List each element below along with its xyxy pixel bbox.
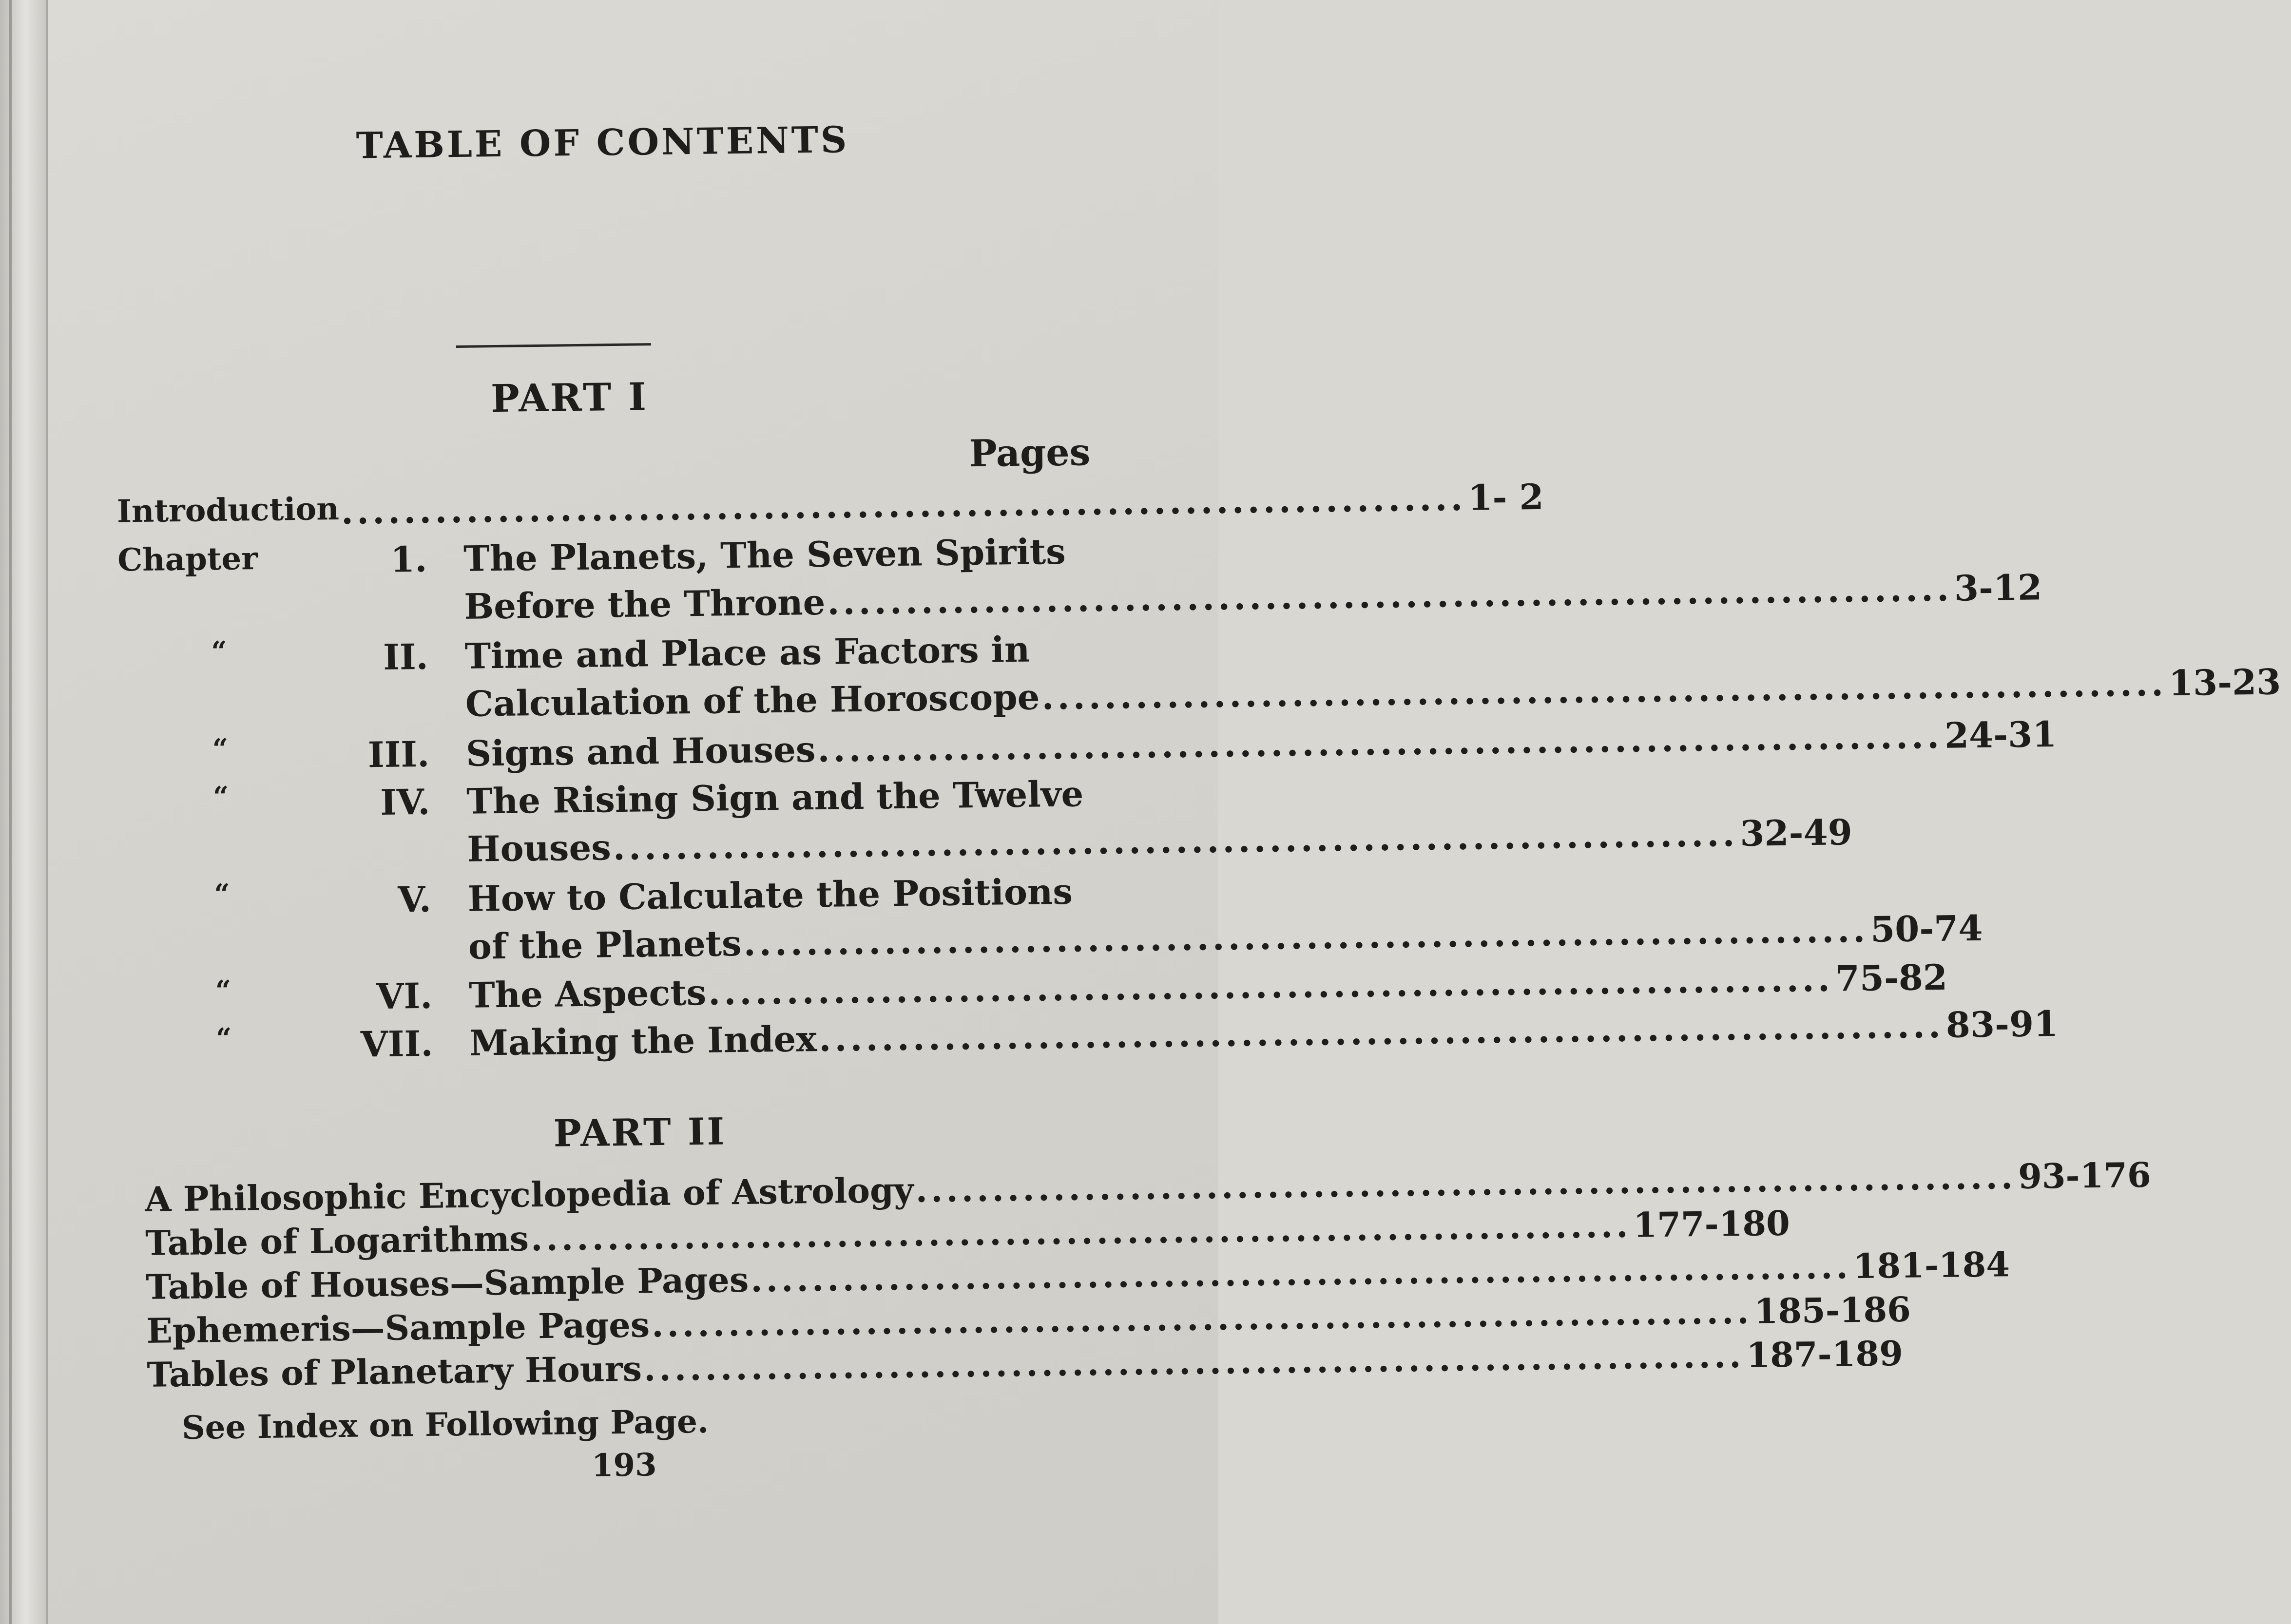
toc-entry (468, 956, 1948, 1016)
contents-sheet (112, 62, 2281, 1546)
page-number: 193 (591, 1447, 657, 1484)
entry-pages: 50-74 (1870, 907, 1983, 950)
pages-column-heading: Pages (969, 430, 1091, 476)
entry-pages: 75-82 (1835, 956, 1948, 999)
ditto-mark: “ (212, 780, 229, 813)
toc-entry (465, 713, 2057, 774)
dot-leader: ........................................................................ (818, 1004, 1944, 1060)
chapter-title-last: Houses (466, 826, 612, 870)
dot-leader: ........................................................................ (708, 957, 1834, 1013)
entry-pages: 3-12 (1954, 566, 2042, 609)
entry-pages: 93-176 (2018, 1154, 2152, 1197)
part2-heading: PART II (553, 1109, 727, 1155)
entry-pages: 24-31 (1944, 713, 2057, 756)
toc-entry (469, 1002, 2059, 1064)
dot-leader: ........................................................................ (915, 1156, 2017, 1210)
entry-pages: 1- 2 (1467, 476, 1544, 518)
chapter-title-last: of the Planets (468, 922, 742, 967)
dot-leader: ........................................................................ (743, 908, 1869, 964)
chapter-title-last: Signs and Houses (465, 728, 816, 774)
chapter-number: III. (367, 733, 430, 776)
entry-pages: 13-23 (2168, 661, 2281, 704)
chapter-number: VII. (360, 1022, 433, 1065)
introduction-label: Introduction (116, 490, 340, 530)
chapter-number: IV. (380, 781, 430, 823)
toc-row-chapter-5 (121, 871, 1077, 928)
entry-pages: 181-184 (1853, 1244, 2010, 1287)
chapter-title-line: The Rising Sign and the Twelve (466, 773, 1084, 822)
toc-entry (116, 476, 1544, 535)
chapter-label: Chapter (117, 540, 258, 579)
toc-entry (468, 907, 1983, 967)
dot-leader: ........................................................................ (827, 567, 1953, 623)
chapter-title-line: The Planets, The Seven Spirits (463, 530, 1066, 579)
dot-leader: ........................................................................ (817, 714, 1943, 770)
dot-leader: ........................................................................ (750, 1246, 1852, 1300)
page-title: TABLE OF CONTENTS (356, 119, 849, 167)
dot-leader: ........................................................................ (651, 1291, 1753, 1345)
toc-row-chapter-7 (123, 1002, 2059, 1072)
entry-title: Table of Logarithms (145, 1218, 529, 1263)
entry-pages: 83-91 (1945, 1002, 2059, 1046)
entry-pages: 32-49 (1739, 811, 1853, 854)
entry-title: Ephemeris—Sample Pages (146, 1304, 650, 1351)
entry-pages: 187-189 (1746, 1333, 1904, 1376)
dot-leader: ........................................................................ (530, 1204, 1632, 1259)
toc-row-chapter-1 (117, 531, 1073, 588)
dot-leader: ........................................................................ (643, 1335, 1745, 1389)
ditto-mark: “ (215, 974, 231, 1007)
ditto-mark: “ (211, 635, 228, 668)
toc-row-chapter-4 (120, 773, 1084, 831)
ditto-mark: “ (212, 732, 229, 765)
entry-title: Tables of Planetary Hours (147, 1348, 642, 1395)
title-rule (456, 343, 651, 348)
chapter-number: V. (397, 878, 432, 920)
entry-title: A Philosophic Encyclopedia of Astrology (144, 1169, 914, 1220)
chapter-number: II. (383, 635, 429, 678)
chapter-title-line: How to Calculate the Positions (467, 870, 1073, 919)
toc-row-chapter-1-cont (118, 566, 2042, 636)
toc-row-chapter-6 (123, 956, 1948, 1025)
chapter-title-line: Time and Place as Factors in (464, 628, 1030, 677)
dot-leader: ........................................................................ (613, 812, 1738, 868)
dot-leader: ........................................................................ (1041, 662, 2167, 718)
chapter-number: VI. (376, 974, 433, 1017)
chapter-number: 1. (390, 538, 427, 580)
toc-entry (463, 566, 2042, 627)
entry-pages: 185-186 (1754, 1289, 1911, 1332)
spine-edge (9, 0, 12, 1624)
chapter-title-last: Calculation of the Horoscope (465, 676, 1040, 725)
part1-heading: PART I (490, 375, 649, 421)
chapter-title-last: The Aspects (468, 971, 707, 1016)
entry-title: Table of Houses—Sample Pages (145, 1259, 749, 1307)
dot-leader: ........................................................................ (341, 477, 1466, 532)
book-spine (0, 0, 48, 1624)
toc-entry (465, 661, 2281, 725)
toc-entry (466, 811, 1853, 870)
ditto-mark: “ (214, 878, 231, 911)
entry-pages: 177-180 (1633, 1203, 1790, 1245)
ditto-mark: “ (215, 1022, 232, 1055)
toc-row-chapter-4-cont (121, 811, 1853, 879)
toc-row-introduction (116, 476, 1544, 539)
toc-row-chapter-2-cont (119, 661, 2281, 733)
toc-row-chapter-3 (120, 713, 2057, 783)
footer-note: See Index on Following Page. (181, 1402, 709, 1447)
toc-row-chapter-5-cont (122, 907, 1983, 976)
chapter-title-last: Before the Throne (463, 581, 826, 627)
chapter-title-last: Making the Index (469, 1018, 817, 1064)
toc-row-chapter-2 (118, 628, 1074, 686)
